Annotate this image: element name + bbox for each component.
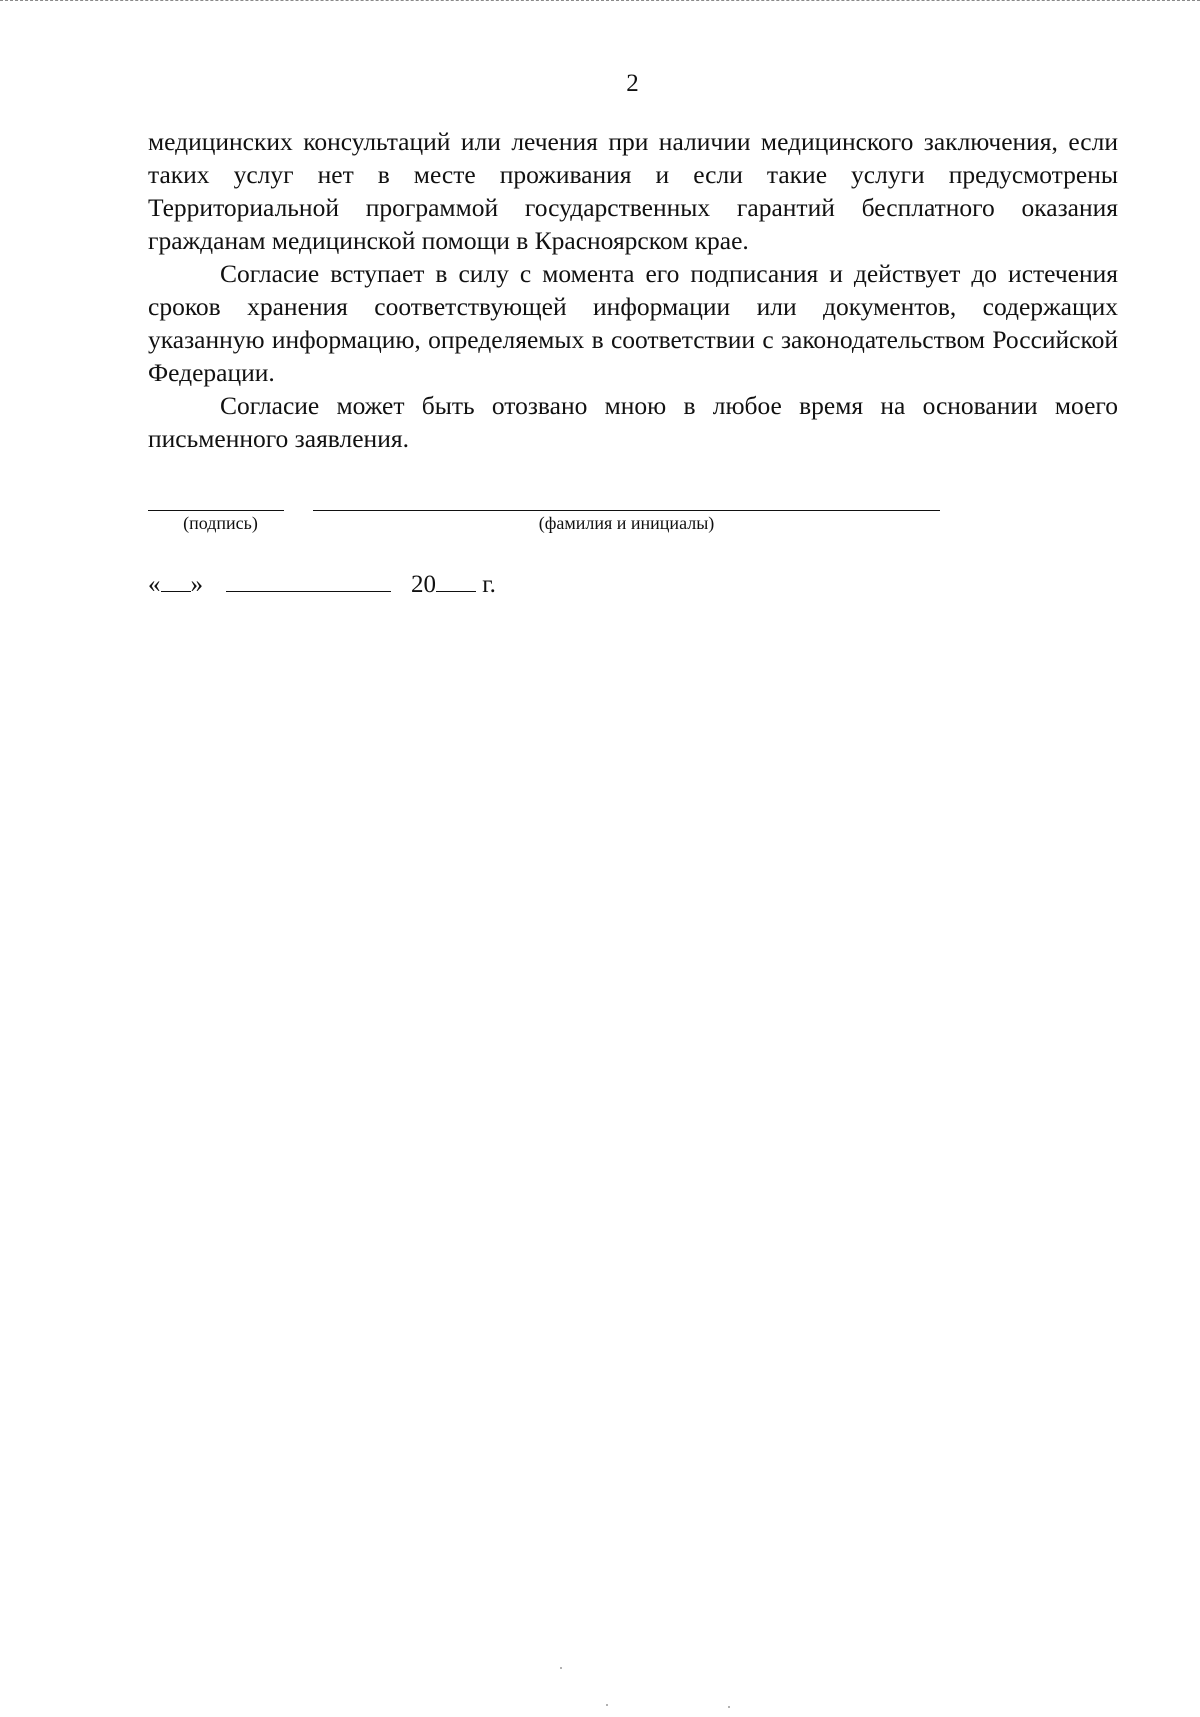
month-blank — [226, 571, 391, 592]
paragraph-consent-validity: Согласие вступает в силу с момента его подписания и действует до истечения сроков хранения соответствующей информации или документов, содержащих указанную информацию, определяемых в соответствии с законодательством Российской Федерации. — [148, 259, 1118, 387]
scan-top-edge — [0, 0, 1200, 3]
scan-speck — [728, 1706, 730, 1708]
date-line — [148, 571, 496, 599]
page-number: 2 — [626, 70, 639, 97]
full-name-caption: (фамилия и инициалы) — [538, 513, 715, 533]
date-close-quote: » — [190, 571, 203, 598]
scan-speck — [606, 1704, 608, 1706]
document-body — [148, 125, 1118, 455]
signature-caption: (подпись) — [183, 513, 258, 533]
scan-speck — [560, 1667, 562, 1669]
date-open-quote: « — [148, 571, 161, 598]
year-prefix: 20 — [411, 571, 436, 598]
paragraph-continuation: медицинских консультаций или лечения при наличии медицинского заключения, если таких услуг нет в месте проживания и если такие услуги предусмотрены Территориальной программой государственных гарантий бесплатного оказания гражданам медицинской помощи в Красноярском крае. — [148, 127, 1118, 255]
full-name-line — [313, 510, 940, 511]
year-blank — [436, 571, 476, 592]
year-suffix: г. — [482, 571, 496, 598]
paragraph-consent-revocation: Согласие может быть отозвано мною в любое время на основании моего письменного заявления. — [148, 391, 1118, 453]
signature-line — [148, 510, 284, 511]
day-blank — [161, 571, 191, 592]
